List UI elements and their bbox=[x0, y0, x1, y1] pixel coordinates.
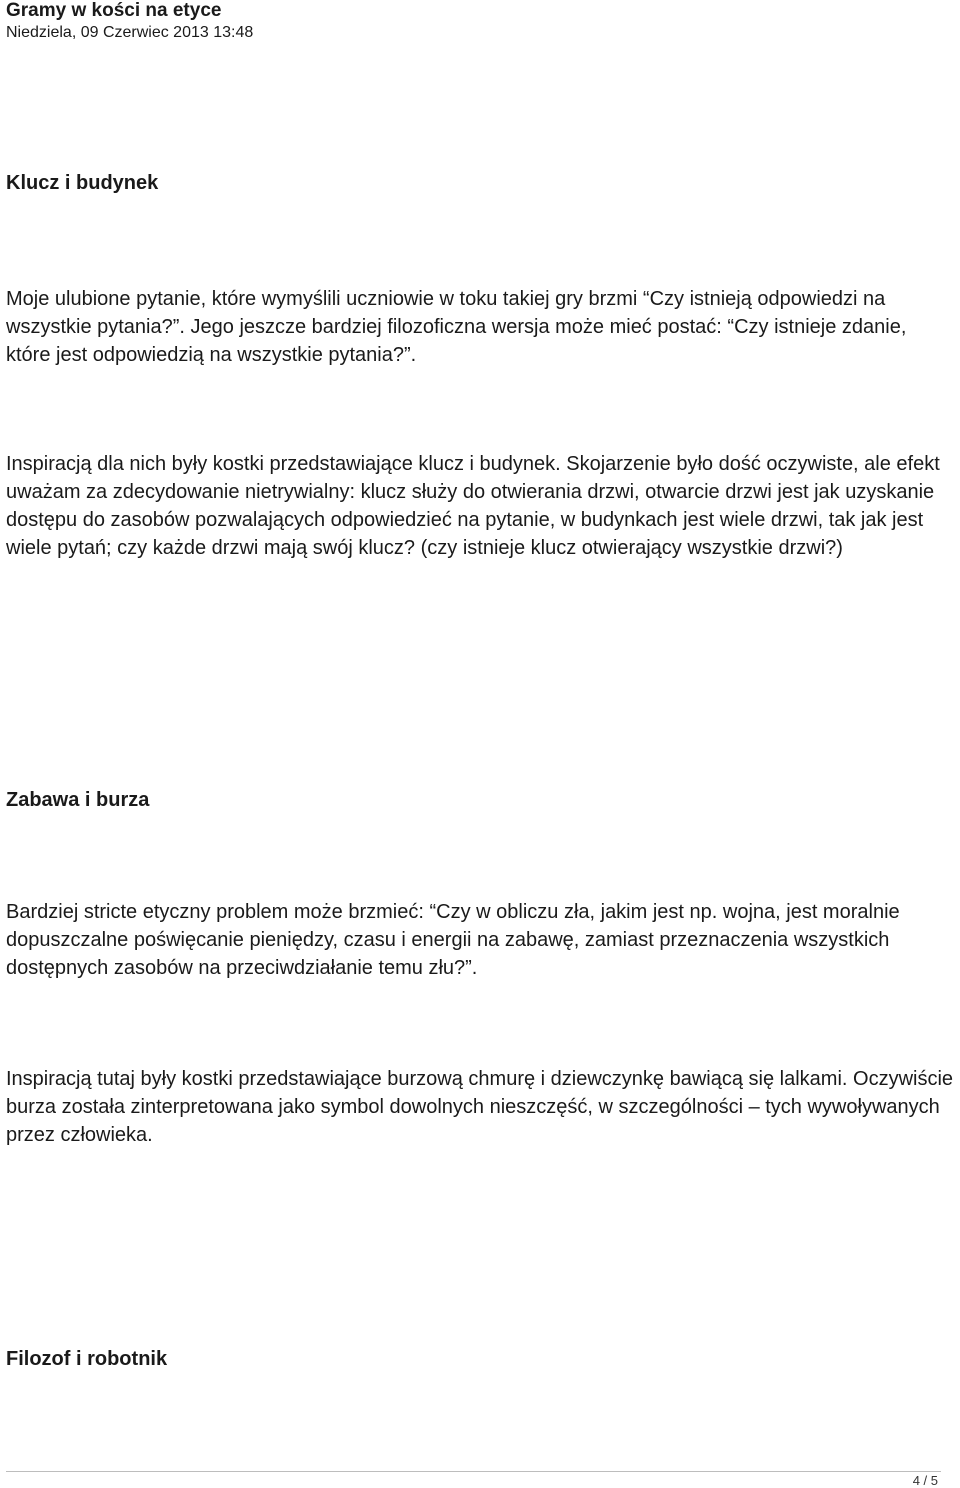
page-header bbox=[6, 0, 946, 43]
document-title: Gramy w kości na etyce bbox=[6, 0, 222, 21]
paragraph: Inspiracją tutaj były kostki przedstawiające burzową chmurę i dziewczynkę bawiącą się lalkami. Oczywiście burza została zinterpretowana jako symbol dowolnych nieszczęść, w szczególności – tych wywoływanych przez człowieka. bbox=[6, 1068, 954, 1146]
page-number: 4 / 5 bbox=[912, 1473, 938, 1488]
document-date: Niedziela, 09 Czerwiec 2013 13:48 bbox=[6, 24, 254, 41]
paragraph: Moje ulubione pytanie, które wymyślili uczniowie w toku takiej gry brzmi “Czy istnieją odpowiedzi na wszystkie pytania?”. Jego jeszcze bardziej filozoficzna wersja może mieć postać: “Czy istnieje zdanie, które jest odpowiedzią na wszystkie pytania?”. bbox=[6, 288, 907, 366]
paragraph: Bardziej stricte etyczny problem może brzmieć: “Czy w obliczu zła, jakim jest np. wojna, jest moralnie dopuszczalne poświęcanie pieniędzy, czasu i energii na zabawę, zamiast przeznaczenia wszystkich dostępnych zasobów na przeciwdziałanie temu złu?”. bbox=[6, 901, 900, 979]
section-title-zabawa-i-burza: Zabawa i burza bbox=[6, 789, 150, 811]
footer-divider bbox=[6, 1471, 941, 1472]
section-title-filozof-i-robotnik: Filozof i robotnik bbox=[6, 1348, 168, 1370]
section-title-klucz-i-budynek: Klucz i budynek bbox=[6, 172, 159, 194]
paragraph: Inspiracją dla nich były kostki przedstawiające klucz i budynek. Skojarzenie było dość oczywiste, ale efekt uważam za zdecydowanie nietrywialny: klucz służy do otwierania drzwi, otwarcie drzwi jest jak uzyskanie dostępu do zasobów pozwalających odpowiedzieć na pytanie, w budynkach jest wiele drzwi, tak jak jest wiele pytań; czy każde drzwi mają swój klucz? (czy istnieje klucz otwierający wszystkie drzwi?) bbox=[6, 453, 940, 559]
